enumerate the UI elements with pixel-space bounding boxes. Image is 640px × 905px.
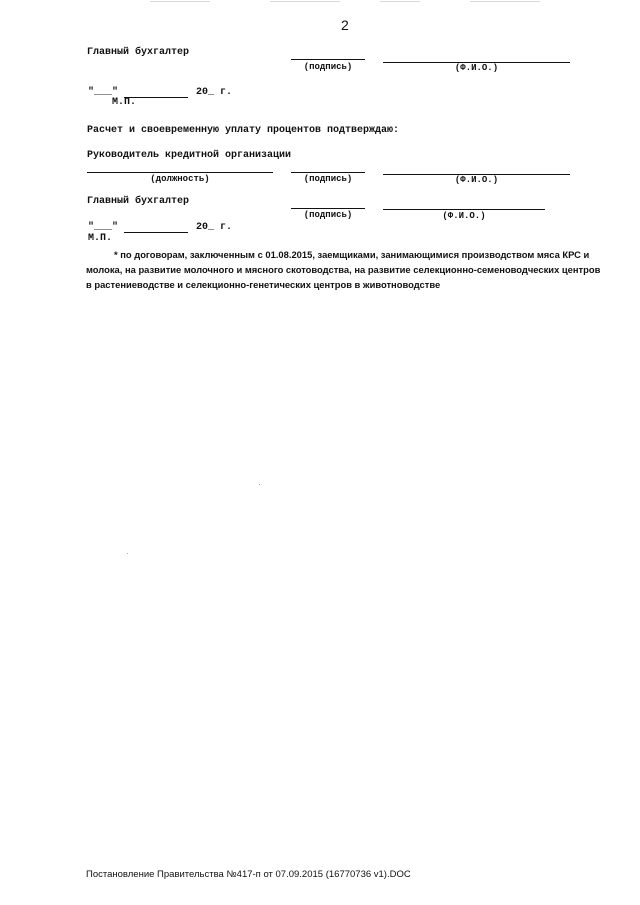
position-caption: (должность)	[150, 174, 210, 184]
signature-caption: (подпись)	[303, 62, 353, 72]
signature-line	[291, 208, 365, 209]
stamp-label: М.П.	[112, 97, 137, 108]
footnote	[86, 247, 606, 292]
document-footer: Постановление Правительства №417-п от 07.09.2015 (16770736 v1).DOC	[86, 869, 411, 880]
name-caption: (Ф.И.О.)	[454, 175, 499, 185]
date-day: "___"	[88, 222, 119, 233]
signature-line	[291, 172, 365, 173]
chief-accountant-label: Главный бухгалтер	[87, 196, 190, 207]
name-caption: (Ф.И.О.)	[442, 211, 486, 221]
head-of-bank-label: Руководитель кредитной организации	[87, 150, 292, 161]
stamp-label: М.П.	[88, 233, 113, 244]
date-day: "___"	[88, 87, 119, 98]
scan-artifact	[150, 1, 210, 2]
date-year: 20_ г.	[196, 222, 233, 233]
signature-caption: (подпись)	[303, 210, 353, 220]
name-caption: (Ф.И.О.)	[454, 63, 499, 73]
position-line	[87, 172, 273, 173]
date-year: 20_ г.	[196, 87, 233, 98]
scan-speck	[259, 484, 260, 485]
name-line	[383, 209, 545, 210]
scan-artifact	[270, 1, 340, 2]
signature-caption: (подпись)	[303, 174, 353, 184]
confirm-text: Расчет и своевременную уплату процентов подтверждаю:	[87, 125, 400, 136]
scan-speck	[127, 553, 128, 554]
page-number: 2	[341, 17, 349, 33]
footnote-text: по договорам, заключенным с 01.08.2015, заемщиками, занимающимися производством мяса КРС и молока, на развитие молочного и мясного скотоводства, на развитие селекционно-семеноводческих центров в растениеводстве и селекционно-генетических центров в животноводстве	[86, 249, 601, 290]
scan-artifact	[470, 1, 540, 2]
signature-line	[291, 59, 365, 60]
footnote-marker: *	[114, 249, 118, 260]
chief-accountant-label: Главный бухгалтер	[87, 47, 190, 58]
date-month-line	[124, 232, 188, 233]
scan-artifact	[380, 1, 420, 2]
